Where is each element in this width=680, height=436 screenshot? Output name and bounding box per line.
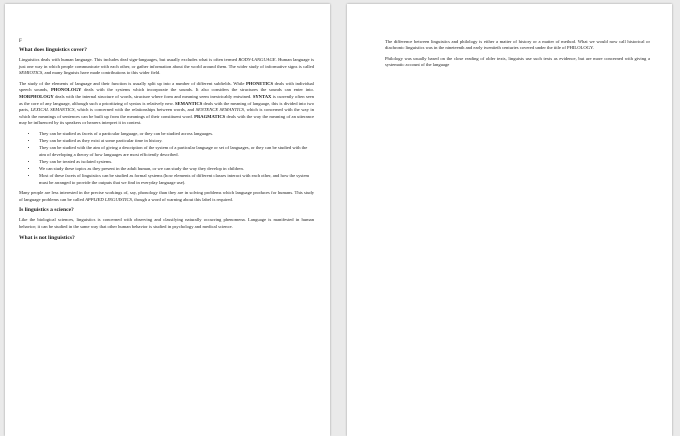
section-heading-science: Is linguistics a science? [19, 207, 74, 214]
paragraph-philology-method: Philology was usually based on the close reading of older texts, linguists use such texts as evidence, but are more concerned with giving a systematic account of the language [385, 55, 650, 68]
list-item: • They can be studied with the aim of giving a description of the system of a particular language or set of languages, or they can be studied with the aim of developing a theory of how languages are most efficiently described. [37, 145, 314, 158]
document-page-right [347, 4, 672, 436]
paragraph-intro [19, 57, 314, 77]
text-run: is currently often seen as the core of any language, although such a prioritizing of syntax is relatively new. [19, 93, 315, 106]
emphasis-term: LEXICAL SEMANTICS [30, 107, 75, 113]
emphasis-term: APPLIED LINGUISTICS [85, 196, 132, 202]
text-run: , which is concerned with the relationships between words, and [74, 107, 196, 113]
bold-term: PHONETICS [246, 80, 274, 86]
text-run: , which is concerned with the way in which the meanings of sentences can be built up from the meanings of their constituent word. [19, 107, 315, 119]
emphasis-term: BODY-LANGUAGE [238, 57, 276, 62]
page-number: F [19, 39, 22, 44]
emphasis-term: SENTENCE SEMANTICS [195, 107, 244, 113]
list-item: • They can be treated as isolated systems. [37, 159, 314, 166]
text-run: Many people are less interested in the precise workings of, say, phonology than they are in solving problems which language produces for humans. This study of language problems can be called [19, 190, 314, 202]
text-run: Linguistics deals with human language. This includes deaf sign-languages, but usually excludes what is often termed [19, 57, 239, 62]
bullet-list [19, 131, 314, 186]
emphasis-term: SEMIOTICS [19, 70, 43, 76]
bold-term: SEMANTICS [174, 100, 203, 106]
text-run: , and many linguists have made contributions to this wider field. [42, 70, 161, 76]
bold-term: PRAGMATICS [194, 113, 226, 119]
paragraph-applied [19, 190, 314, 203]
text-run: deals with the meaning of language, this is divided into two parts, [19, 100, 314, 113]
bold-term: SYNTAX [252, 93, 272, 99]
bold-term: MORPHOLOGY [19, 93, 54, 99]
text-run: deals with the internal structure of words, structure where form and meaning seem inextricably entwined. [53, 93, 253, 99]
text-run: deals with individual speech sounds, [19, 80, 314, 93]
list-item: • Most of these facets of linguistics can be studied as formal systems (how elements of different classes interact with each other, and how the system must be arranged to provide the outputs that we find in everyday language use). [37, 173, 314, 186]
list-item: • They can be studied as they exist at some particular time in history. [37, 138, 314, 145]
list-item: • We can study these topics as they present in the adult human, or we can study the way they develop in children. [37, 166, 314, 173]
document-page-left [5, 4, 330, 436]
text-run: deals with the way the meaning of an utterance may be influenced by its speakers or hearers interpret it in context. [19, 113, 314, 126]
list-item: • They can be studied as facets of a particular language, or they can be studied across languages. [37, 131, 314, 138]
text-run: , though a word of warning about this label is required. [131, 196, 233, 202]
section-heading-not-linguistics: What is not linguistics? [19, 234, 75, 241]
text-run: The study of the elements of language and their function is usually split up into a number of different subfields. While [19, 80, 246, 86]
bold-term: PHONOLOGY [50, 87, 82, 93]
text-run: deals with the systems which incorporate the sounds. It also considers the structures the sounds can enter into. [81, 87, 314, 93]
paragraph-subfields [19, 81, 314, 127]
paragraph-philology-history: The difference between linguistics and philology is either a matter of history or a matter of method. What we would now call historical or diachronic linguistics was in the nineteenth and early twentieth centuries covered under the title of PHILOLOGY. [385, 39, 650, 51]
text-run: . Human language is just one way in which people communicate with each other, or gather information about the world around them. The wider study of informative signs is called [19, 57, 315, 69]
section-heading-what-is: What does linguistics cover? [19, 47, 87, 53]
paragraph-science: Like the biological sciences, linguistics is concerned with observing and classifying naturally occurring phenomena. Language is manifested in human behavior; it can be studied in the same way that other human behavior is studied in psychology and medical science. [19, 217, 314, 229]
